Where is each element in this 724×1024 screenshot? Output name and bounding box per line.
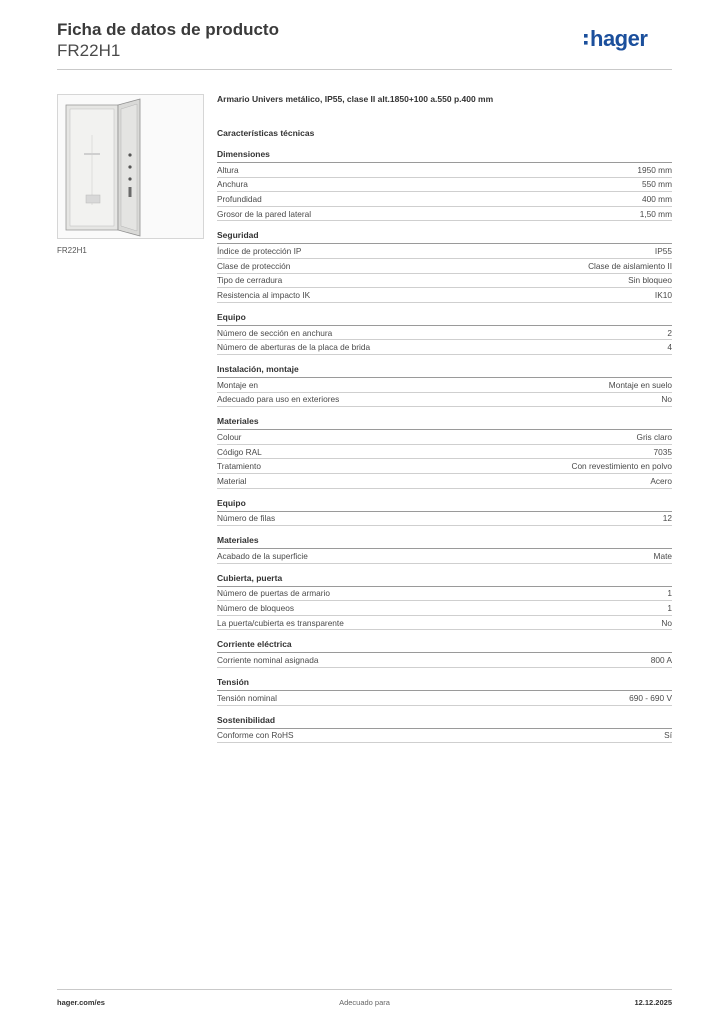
spec-group-title: Tensión [217,677,672,691]
spec-label: Colour [217,431,242,442]
spec-value: Con revestimiento en polvo [571,461,672,472]
cabinet-icon [58,95,203,238]
spec-value: IP55 [654,246,672,257]
spec-value: 7035 [653,446,672,457]
spec-group [217,639,672,668]
spec-row [217,549,672,564]
footer-website: hager.com/es [57,998,105,1007]
spec-row [217,288,672,303]
spec-group-title: Instalación, montaje [217,364,672,378]
logo-text: hager [590,26,648,51]
spec-label: Profundidad [217,193,262,204]
spec-row [217,326,672,341]
footer-divider [57,989,672,990]
spec-row [217,512,672,527]
spec-value: Gris claro [636,431,672,442]
spec-label: Tipo de cerradura [217,275,283,286]
spec-row [217,430,672,445]
spec-row [217,691,672,706]
spec-groups [217,149,672,743]
main-content [217,94,672,743]
spec-group [217,573,672,631]
spec-value: 1 [667,588,672,599]
spec-value: 800 A [650,655,672,666]
spec-label: La puerta/cubierta es transparente [217,617,344,628]
spec-label: Número de sección en anchura [217,327,333,338]
spec-value: 690 - 690 V [629,692,672,703]
spec-label: Clase de protección [217,260,291,271]
spec-label: Altura [217,164,239,175]
spec-value: Clase de aislamiento II [588,260,672,271]
page-header [57,20,672,70]
spec-value: Sí [664,730,672,741]
page-title: Ficha de datos de producto [57,20,279,39]
spec-group-title: Seguridad [217,230,672,244]
spec-row [217,601,672,616]
spec-label: Adecuado para uso en exteriores [217,394,340,405]
spec-value: IK10 [654,289,672,300]
spec-row [217,474,672,489]
spec-row [217,729,672,744]
spec-value: 550 mm [642,179,672,190]
section-title: Características técnicas [217,128,315,138]
spec-group [217,230,672,302]
spec-value: Sin bloqueo [628,275,672,286]
spec-row [217,445,672,460]
spec-label: Acabado de la superficie [217,550,308,561]
spec-label: Resistencia al impacto IK [217,289,311,300]
spec-group [217,498,672,527]
spec-value: 1950 mm [637,164,672,175]
spec-row [217,163,672,178]
spec-group [217,715,672,744]
product-code: FR22H1 [57,41,121,60]
spec-row [217,274,672,289]
spec-value: No [661,394,672,405]
spec-label: Índice de protección IP [217,246,302,257]
spec-label: Número de bloqueos [217,603,295,614]
spec-row [217,378,672,393]
spec-group [217,364,672,407]
spec-value: Mate [653,550,672,561]
spec-label: Tratamiento [217,461,261,472]
spec-group [217,312,672,355]
spec-row [217,616,672,631]
image-caption: FR22H1 [57,246,87,255]
spec-label: Tensión nominal [217,692,277,703]
spec-value: Acero [650,475,672,486]
spec-group [217,149,672,221]
spec-value: 4 [667,342,672,353]
spec-label: Conforme con RoHS [217,730,294,741]
spec-value: 12 [662,513,672,524]
spec-label: Número de puertas de armario [217,588,330,599]
spec-label: Código RAL [217,446,262,457]
spec-group [217,416,672,488]
spec-row [217,244,672,259]
footer-date: 12.12.2025 [634,998,672,1007]
spec-value: 1 [667,603,672,614]
spec-label: Material [217,475,247,486]
spec-group [217,677,672,706]
spec-group-title: Equipo [217,498,672,512]
spec-group-title: Cubierta, puerta [217,573,672,587]
spec-group [217,535,672,564]
spec-row [217,207,672,222]
spec-label: Anchura [217,179,248,190]
spec-row [217,178,672,193]
spec-row [217,192,672,207]
spec-value: No [661,617,672,628]
page-footer [57,998,672,1010]
spec-label: Número de filas [217,513,276,524]
hager-logo [582,24,672,54]
product-description: Armario Univers metálico, IP55, clase II alt.1850+100 a.550 p.400 mm [217,94,494,104]
spec-group-title: Equipo [217,312,672,326]
spec-value: 1,50 mm [639,208,672,219]
spec-label: Grosor de la pared lateral [217,208,312,219]
header-divider [57,69,672,70]
product-image [57,94,204,239]
spec-row [217,653,672,668]
spec-row [217,393,672,408]
sidebar [57,94,202,255]
spec-label: Número de aberturas de la placa de brida [217,342,371,353]
spec-value: Montaje en suelo [608,379,672,390]
spec-row [217,259,672,274]
spec-group-title: Dimensiones [217,149,672,163]
spec-row [217,340,672,355]
footer-center-text: Adecuado para [339,998,390,1007]
spec-row [217,587,672,602]
spec-value: 2 [667,327,672,338]
spec-group-title: Materiales [217,535,672,549]
spec-group-title: Sostenibilidad [217,715,672,729]
spec-label: Corriente nominal asignada [217,655,319,666]
spec-group-title: Corriente eléctrica [217,639,672,653]
spec-group-title: Materiales [217,416,672,430]
spec-value: 400 mm [642,193,672,204]
spec-row [217,459,672,474]
spec-label: Montaje en [217,379,259,390]
